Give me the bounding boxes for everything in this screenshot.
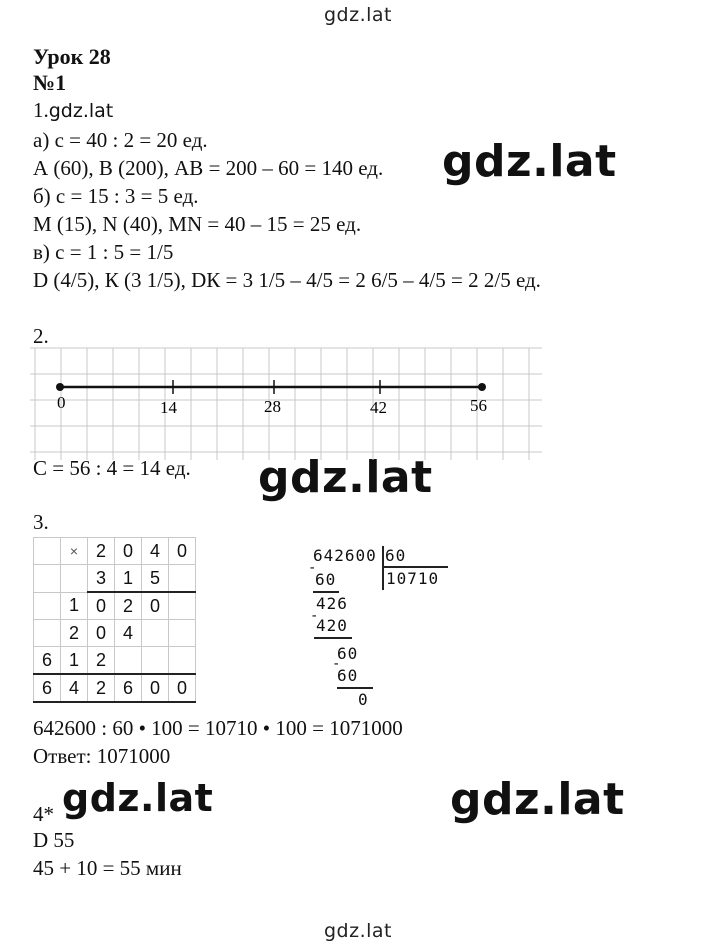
mult-cell: 4 (142, 538, 169, 565)
number-line-start-point (56, 383, 64, 391)
part4-answer: D 55 (33, 828, 75, 852)
tick-label-0: 0 (57, 393, 66, 412)
mult-cell: 2 (88, 674, 115, 702)
mult-cell (169, 592, 196, 620)
division-step: 60 (337, 666, 359, 685)
watermark-big-2: gdz.lat (258, 452, 433, 503)
mult-cell (61, 565, 88, 593)
lesson-title: Урок 28 (33, 44, 111, 69)
mult-cell: 1 (61, 592, 88, 620)
mult-cell: 0 (169, 674, 196, 702)
mult-cell: 3 (88, 565, 115, 593)
watermark-top: gdz.lat (324, 4, 393, 26)
mult-cell: 0 (88, 592, 115, 620)
tick-label-14: 14 (160, 398, 177, 417)
mult-cell: 5 (142, 565, 169, 593)
part1-line-ab: А (60), В (200), АВ = 200 – 60 = 140 ед. (33, 156, 384, 180)
division-divisor: 60 (385, 546, 407, 565)
mult-cell: 0 (88, 620, 115, 647)
part1-line-a: а) с = 40 : 2 = 20 ед. (33, 128, 208, 152)
mult-cell (115, 647, 142, 675)
tick-label-42: 42 (370, 398, 387, 417)
minus-sign-3: - (332, 656, 342, 672)
mult-cell (34, 538, 61, 565)
division-step: 426 (316, 594, 348, 613)
part1-line-v: в) с = 1 : 5 = 1/5 (33, 240, 174, 264)
mult-cell: 4 (115, 620, 142, 647)
part1-line-dk: D (4/5), К (3 1/5), DК = 3 1/5 – 4/5 = 2 6/5 – 4/5 = 2 2/5 ед. (33, 268, 541, 292)
part1-header (33, 98, 113, 123)
division-remainder: 0 (358, 690, 369, 709)
mult-cell: 1 (115, 565, 142, 593)
division-step: 60 (315, 570, 337, 589)
mult-cell (142, 647, 169, 675)
part1-line-b: б) с = 15 : 3 = 5 ед. (33, 184, 199, 208)
part1-watermark: gdz.lat (48, 100, 114, 122)
mult-cell (169, 647, 196, 675)
mult-cell (34, 620, 61, 647)
watermark-big-1: gdz.lat (442, 136, 617, 187)
part1-line-mn: М (15), N (40), МN = 40 – 15 = 25 ед. (33, 212, 362, 236)
mult-cell: 1 (61, 647, 88, 675)
watermark-bottom: gdz.lat (324, 920, 393, 942)
part3-answer: Ответ: 1071000 (33, 744, 171, 768)
mult-cell: 4 (61, 674, 88, 702)
mult-cell: 6 (34, 674, 61, 702)
mult-cell: 0 (142, 674, 169, 702)
watermark-big-3: gdz.lat (450, 774, 625, 825)
mult-cell: 0 (169, 538, 196, 565)
mult-cell: 2 (61, 620, 88, 647)
mult-cell (169, 565, 196, 593)
mult-cell: 2 (88, 647, 115, 675)
multiply-sign: × (61, 538, 88, 565)
part2-result: С = 56 : 4 = 14 ед. (33, 456, 191, 480)
number-line-grid (30, 340, 545, 464)
number-line-end-point (478, 383, 486, 391)
mult-cell: 2 (88, 538, 115, 565)
mult-cell (169, 620, 196, 647)
tick-label-28: 28 (264, 397, 281, 416)
part2-label: 2. (33, 324, 49, 348)
task-number: №1 (33, 70, 67, 95)
mult-cell: 0 (115, 538, 142, 565)
mult-cell (34, 565, 61, 593)
part3-label: 3. (33, 510, 49, 534)
tick-label-56: 56 (470, 396, 487, 415)
part4-label: 4* (33, 802, 54, 826)
mult-cell (34, 592, 61, 620)
division-step: 420 (316, 616, 348, 635)
mult-cell: 0 (142, 592, 169, 620)
part4-solution: 45 + 10 = 55 мин (33, 856, 182, 880)
minus-sign-1: - (308, 560, 318, 576)
division-step: 60 (337, 644, 359, 663)
mult-cell (142, 620, 169, 647)
part1-label: 1. (33, 98, 49, 122)
mult-cell: 2 (115, 592, 142, 620)
mult-cell: 6 (115, 674, 142, 702)
division-quotient: 10710 (386, 569, 440, 588)
mult-cell: 6 (34, 647, 61, 675)
division-dividend: 642600 (313, 546, 377, 565)
multiplication-table (33, 537, 196, 703)
watermark-big-4: gdz.lat (62, 776, 214, 820)
minus-sign-2: - (310, 608, 320, 624)
part3-expression: 642600 : 60 • 100 = 10710 • 100 = 1071000 (33, 716, 403, 740)
